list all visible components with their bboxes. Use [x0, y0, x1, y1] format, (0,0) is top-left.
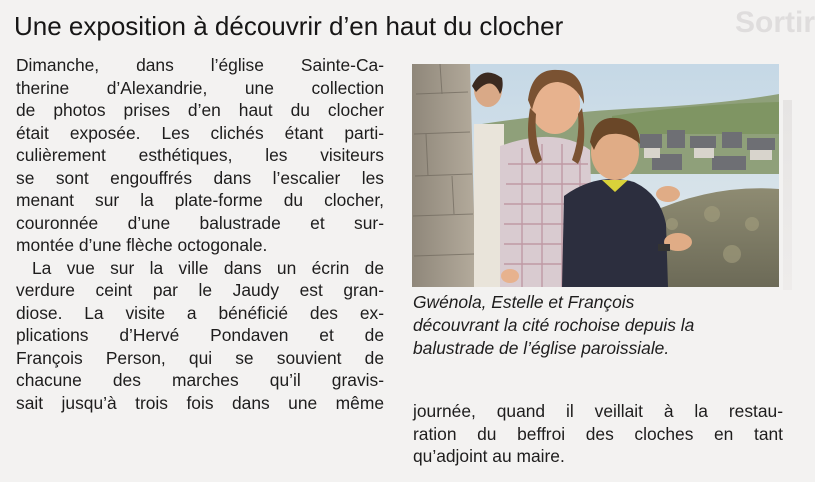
body-line: culièrement esthétiques, les visiteurs [16, 145, 384, 165]
body-line: chacune des marches qu’il gravis- [16, 370, 384, 390]
body-line: se sont engouffrés dans l’escalier les [16, 167, 384, 188]
caption-line: balustrade de l’église paroissiale. [413, 338, 670, 358]
body-line: La vue sur la ville dans un écrin de [32, 257, 384, 278]
article-body-right-column [413, 400, 783, 468]
body-line: était exposée. Les clichés étant parti- [16, 122, 384, 143]
body-line: diose. La visite a bénéficié des ex- [16, 302, 384, 323]
body-line: de photos prises d’en haut du clocher [16, 100, 384, 120]
article-body-left-column [16, 54, 384, 414]
body-line: ration du beffroi des cloches en tant [413, 423, 783, 444]
body-line: qu’adjoint au maire. [413, 446, 565, 466]
adjacent-article-edge [783, 100, 792, 290]
body-line: montée d’une flèche octogonale. [16, 235, 268, 255]
body-line: menant sur la plate-forme du clocher, [16, 190, 384, 210]
body-line: verdure ceint par le Jaudy est gran- [16, 280, 384, 300]
adjacent-article-heading-fragment: Sortir [735, 6, 815, 39]
article-photo [412, 64, 779, 287]
photo-caption [413, 291, 773, 360]
body-line: plications d’Hervé Pondaven et de [16, 325, 384, 345]
caption-line: Gwénola, Estelle et François [413, 292, 635, 312]
body-line: journée, quand il veillait à la restau- [413, 401, 783, 421]
body-line: Dimanche, dans l’église Sainte-Ca- [16, 55, 384, 75]
body-line: couronnée d’une balustrade et sur- [16, 212, 384, 233]
article-headline: Une exposition à découvrir d’en haut du clocher [14, 11, 564, 41]
body-line: sait jusqu’à trois fois dans une même [16, 392, 384, 413]
body-line: François Person, qui se souvient de [16, 347, 384, 368]
body-line: therine d’Alexandrie, une collection [16, 77, 384, 98]
photo-illustration [412, 64, 779, 287]
caption-line: découvrant la cité rochoise depuis la [413, 315, 695, 335]
